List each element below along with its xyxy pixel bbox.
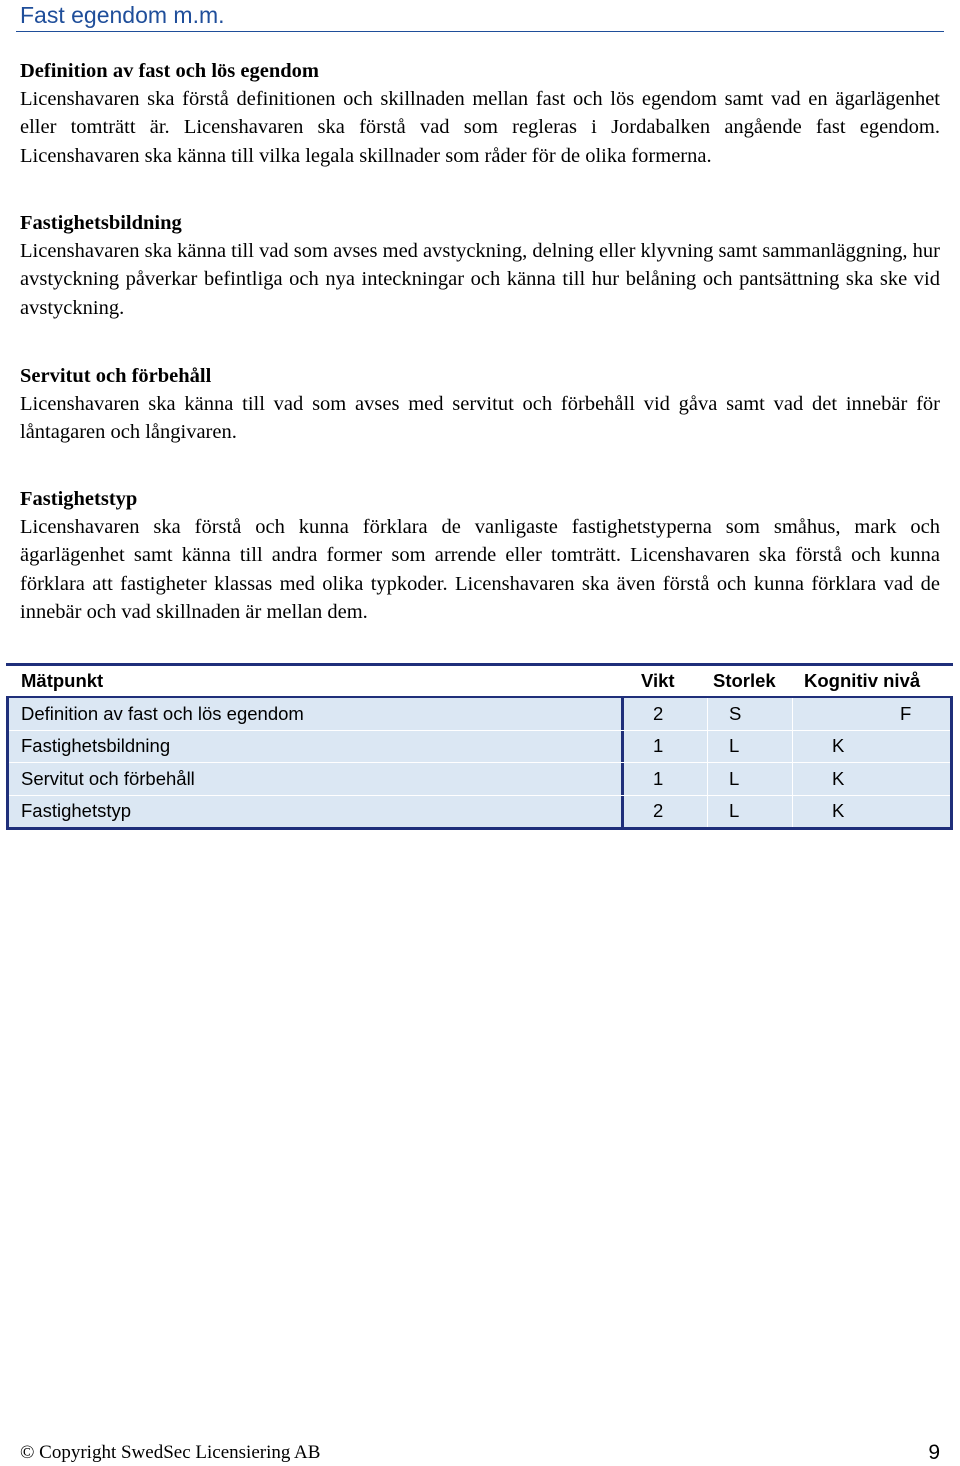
- section-fastighetstyp: [20, 485, 940, 626]
- cell-kognitiv: [793, 763, 950, 795]
- cell-kognitiv-value: K: [832, 767, 845, 789]
- section-body: Licenshavaren ska känna till vad som avses med servitut och förbehåll vid gåva samt vad det innebär för låntagaren och långivaren.: [20, 393, 940, 444]
- section-heading: Fastighetstyp: [20, 488, 138, 510]
- measurement-table: [6, 663, 953, 830]
- table-body: [6, 698, 953, 830]
- cell-kognitiv-value: F: [900, 702, 912, 724]
- header-vikt: Vikt: [641, 670, 675, 691]
- cell-kognitiv-value: K: [832, 800, 845, 822]
- table-row: [9, 698, 950, 730]
- cell-matpunkt: Definition av fast och lös egendom: [9, 698, 624, 730]
- table-header-row: [6, 666, 953, 698]
- section-definition: [20, 57, 940, 170]
- cell-kognitiv-value: K: [832, 735, 845, 757]
- section-body: Licenshavaren ska förstå definitionen och skillnaden mellan fast och lös egendom samt vad en ägarlägenhet eller tomträtt är. Licenshavaren ska förstå vad som regleras i Jordabalken angående fast egendom. Licenshavaren ska känna till vilka legala skillnader som råder för de olika formerna.: [20, 88, 940, 167]
- cell-kognitiv: [793, 796, 950, 828]
- page-title: Fast egendom m.m.: [20, 2, 225, 28]
- cell-storlek: L: [708, 731, 793, 763]
- cell-kognitiv: [793, 698, 950, 730]
- section-fastighetsbildning: [20, 209, 940, 322]
- cell-kognitiv: [793, 731, 950, 763]
- cell-vikt: 2: [624, 796, 708, 828]
- header-storlek: Storlek: [713, 670, 776, 691]
- cell-storlek: L: [708, 763, 793, 795]
- header-matpunkt: Mätpunkt: [21, 670, 104, 691]
- section-servitut: [20, 362, 940, 447]
- cell-matpunkt: Servitut och förbehåll: [9, 763, 624, 795]
- cell-vikt: 1: [624, 763, 708, 795]
- cell-matpunkt: Fastighetstyp: [9, 796, 624, 828]
- cell-storlek: L: [708, 796, 793, 828]
- section-heading: Fastighetsbildning: [20, 212, 182, 234]
- header-kognitiv: Kognitiv nivå: [804, 670, 921, 691]
- section-body: Licenshavaren ska känna till vad som avses med avstyckning, delning eller klyvning samt sammanläggning, hur avstyckning påverkar befintliga och nya inteckningar och känna till hur belåning och pantsättning ska ske vid avstyckning.: [20, 240, 941, 319]
- table-row: [9, 795, 950, 828]
- table-row: [9, 762, 950, 795]
- cell-matpunkt: Fastighetsbildning: [9, 731, 624, 763]
- section-heading: Servitut och förbehåll: [20, 365, 212, 387]
- cell-storlek: S: [708, 698, 793, 730]
- title-underline: [16, 31, 944, 32]
- table-row: [9, 730, 950, 763]
- cell-vikt: 2: [624, 698, 708, 730]
- section-body: Licenshavaren ska förstå och kunna förklara de vanligaste fastighetstyperna som småhus, mark och ägarlägenhet samt känna till andra former som arrende eller tomträtt. Licenshavaren ska förstå och kunna förklara att fastigheter klassas med olika typkoder. Licenshavaren ska även förstå och kunna förklara vad de innebär och vad skillnaden är mellan dem.: [20, 516, 940, 623]
- cell-vikt: 1: [624, 731, 708, 763]
- section-heading: Definition av fast och lös egendom: [20, 60, 319, 82]
- copyright-text: © Copyright SwedSec Licensiering AB: [20, 1442, 321, 1463]
- page-number: 9: [928, 1441, 940, 1464]
